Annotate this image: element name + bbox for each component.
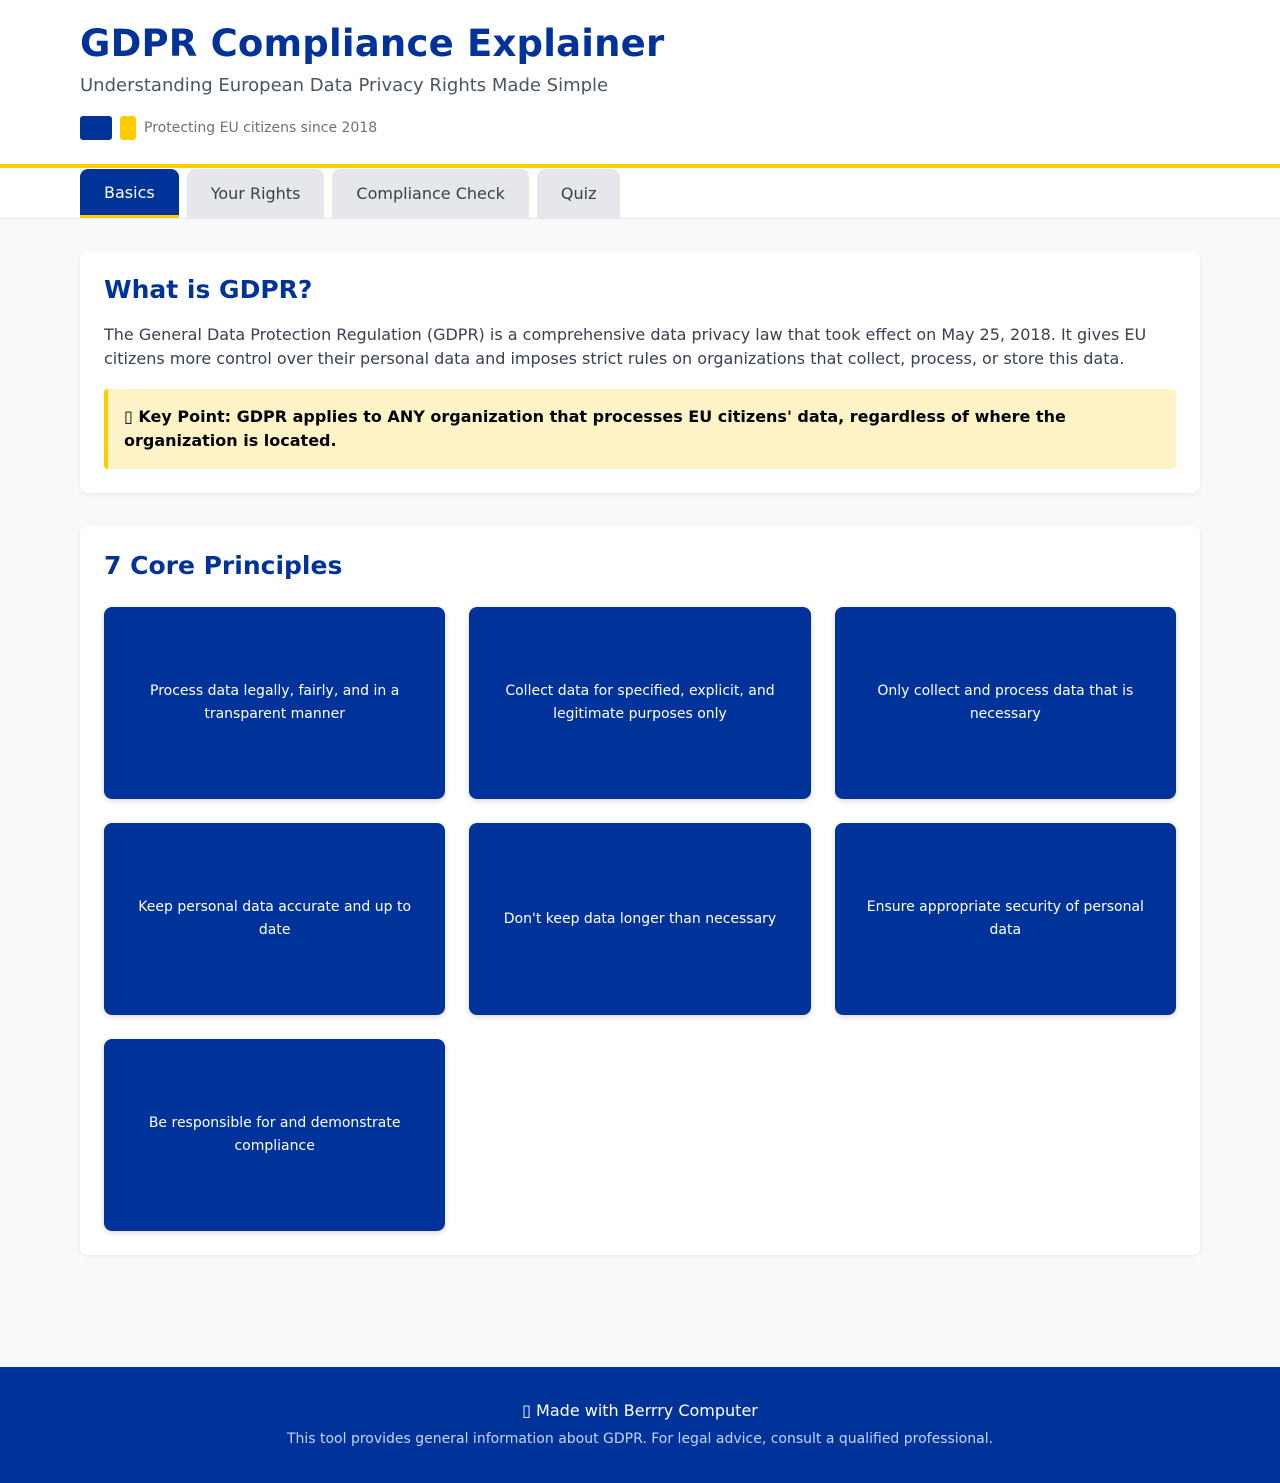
core-principles-card [80, 525, 1200, 1255]
heart-icon: ▯ [522, 1401, 531, 1420]
gdpr-description: The General Data Protection Regulation (GDPR) is a comprehensive data privacy law that took effect on May 25, 2018. It gives EU citizens more control over their personal data and imposes strict rules on organizations that collect, process, or store this data. [104, 325, 1147, 368]
eu-yellow-swatch-icon [120, 116, 136, 140]
tab-compliance-check[interactable]: Compliance Check [332, 169, 528, 218]
made-with-text: Made with Berrry Computer [536, 1401, 758, 1420]
principle-card[interactable]: Keep personal data accurate and up to date [104, 823, 445, 1015]
eu-blue-swatch-icon [80, 116, 112, 140]
tagline: Protecting EU citizens since 2018 [144, 120, 378, 136]
principle-card[interactable]: Only collect and process data that is necessary [835, 607, 1176, 799]
tab-your-rights[interactable]: Your Rights [187, 169, 325, 218]
what-is-gdpr-card [80, 251, 1200, 493]
app-subtitle: Understanding European Data Privacy Rights Made Simple [80, 75, 609, 96]
main-content [0, 219, 1280, 1367]
page-header [0, 0, 1280, 168]
tab-basics[interactable]: Basics [80, 169, 179, 218]
tab-quiz[interactable]: Quiz [537, 169, 621, 218]
section-title: What is GDPR? [104, 275, 313, 304]
principles-grid [104, 607, 1176, 1231]
principle-card[interactable]: Be responsible for and demonstrate compliance [104, 1039, 445, 1231]
key-point-callout [104, 389, 1176, 469]
page-footer [0, 1367, 1280, 1483]
principle-card[interactable]: Collect data for specified, explicit, and legitimate purposes only [469, 607, 810, 799]
principle-card[interactable]: Process data legally, fairly, and in a transparent manner [104, 607, 445, 799]
pin-icon: ▯ [124, 407, 133, 426]
made-with-credit [0, 1401, 1280, 1420]
legal-disclaimer: This tool provides general information about GDPR. For legal advice, consult a qualified professional. [286, 1431, 994, 1447]
principle-card[interactable]: Ensure appropriate security of personal data [835, 823, 1176, 1015]
tab-bar [0, 168, 1280, 219]
key-point-text: Key Point: GDPR applies to ANY organization that processes EU citizens' data, regardless of where the organization is located. [124, 407, 1066, 450]
eu-flag-row [80, 116, 377, 140]
section-title: 7 Core Principles [104, 551, 343, 580]
principle-card[interactable]: Don't keep data longer than necessary [469, 823, 810, 1015]
app-title: GDPR Compliance Explainer [80, 22, 665, 65]
